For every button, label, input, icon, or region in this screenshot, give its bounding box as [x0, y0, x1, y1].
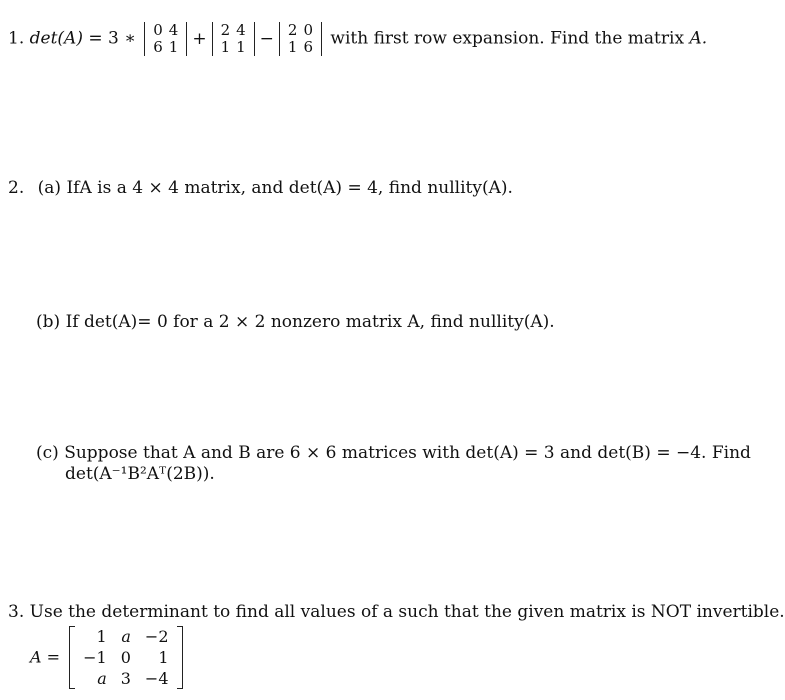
- det3-cell: 1: [287, 38, 298, 56]
- question-2c-continuation: [65, 464, 215, 484]
- det2-cell: 1: [236, 38, 246, 56]
- matrix-cell: −2: [144, 627, 169, 646]
- question-1-number: 1.: [8, 28, 25, 49]
- det3-cell: 2: [287, 21, 298, 39]
- matrix-cell: 1: [96, 627, 107, 646]
- question-2b: [36, 312, 555, 332]
- matrix-a-label: A =: [30, 647, 61, 667]
- question-2c: [36, 443, 751, 463]
- matrix-a: [69, 626, 182, 689]
- matrix-cell: −4: [144, 669, 169, 688]
- minus-sign: −: [259, 28, 274, 49]
- matrix-cell: −1: [83, 648, 107, 667]
- matrix-equation: [30, 626, 183, 689]
- question-1-text: with first row expansion. Find the matrix: [330, 28, 685, 49]
- det1-cell: 0: [153, 21, 163, 39]
- question-3: [8, 602, 785, 622]
- det1-cell: 6: [153, 38, 163, 56]
- det-a-label: det(A): [29, 28, 83, 49]
- question-1-text-end: A.: [689, 28, 708, 49]
- matrix-cell: 3: [120, 669, 131, 688]
- plus-sign: +: [192, 28, 207, 49]
- question-2c-line-2: det(A⁻¹B²Aᵀ(2B)).: [65, 464, 215, 484]
- matrix-cell: 1: [158, 648, 169, 667]
- question-1: [8, 22, 707, 56]
- det1-cell: 4: [168, 21, 179, 39]
- part-a-label: (a): [37, 178, 62, 198]
- matrix-cell: a: [97, 669, 107, 688]
- question-2-number: 2.: [8, 178, 25, 198]
- question-2c-line-1: Suppose that A and B are 6 × 6 matrices with det(A) = 3 and det(B) = −4. Find: [64, 443, 751, 463]
- matrix-cell: a: [121, 627, 131, 646]
- matrix-cell: 0: [120, 648, 131, 667]
- part-c-label: (c): [36, 443, 59, 463]
- part-b-label: (b): [36, 312, 61, 332]
- question-3-number: 3.: [8, 602, 25, 622]
- equals-three-times: = 3 ∗: [88, 28, 136, 49]
- determinant-2: [212, 22, 255, 56]
- question-2a: [8, 178, 513, 198]
- det2-cell: 2: [220, 21, 231, 39]
- question-2b-text: If det(A)= 0 for a 2 × 2 nonzero matrix A, find nullity(A).: [65, 312, 555, 332]
- det2-cell: 4: [236, 21, 246, 39]
- question-2a-text: IfA is a 4 × 4 matrix, and det(A) = 4, find nullity(A).: [66, 178, 513, 198]
- det1-cell: 1: [168, 38, 179, 56]
- det3-cell: 0: [303, 21, 313, 39]
- det3-cell: 6: [303, 38, 313, 56]
- determinant-1: [144, 22, 187, 56]
- determinant-3: [279, 22, 322, 56]
- det2-cell: 1: [220, 38, 231, 56]
- question-3-text: Use the determinant to find all values of a such that the given matrix is NOT invertible.: [29, 602, 785, 622]
